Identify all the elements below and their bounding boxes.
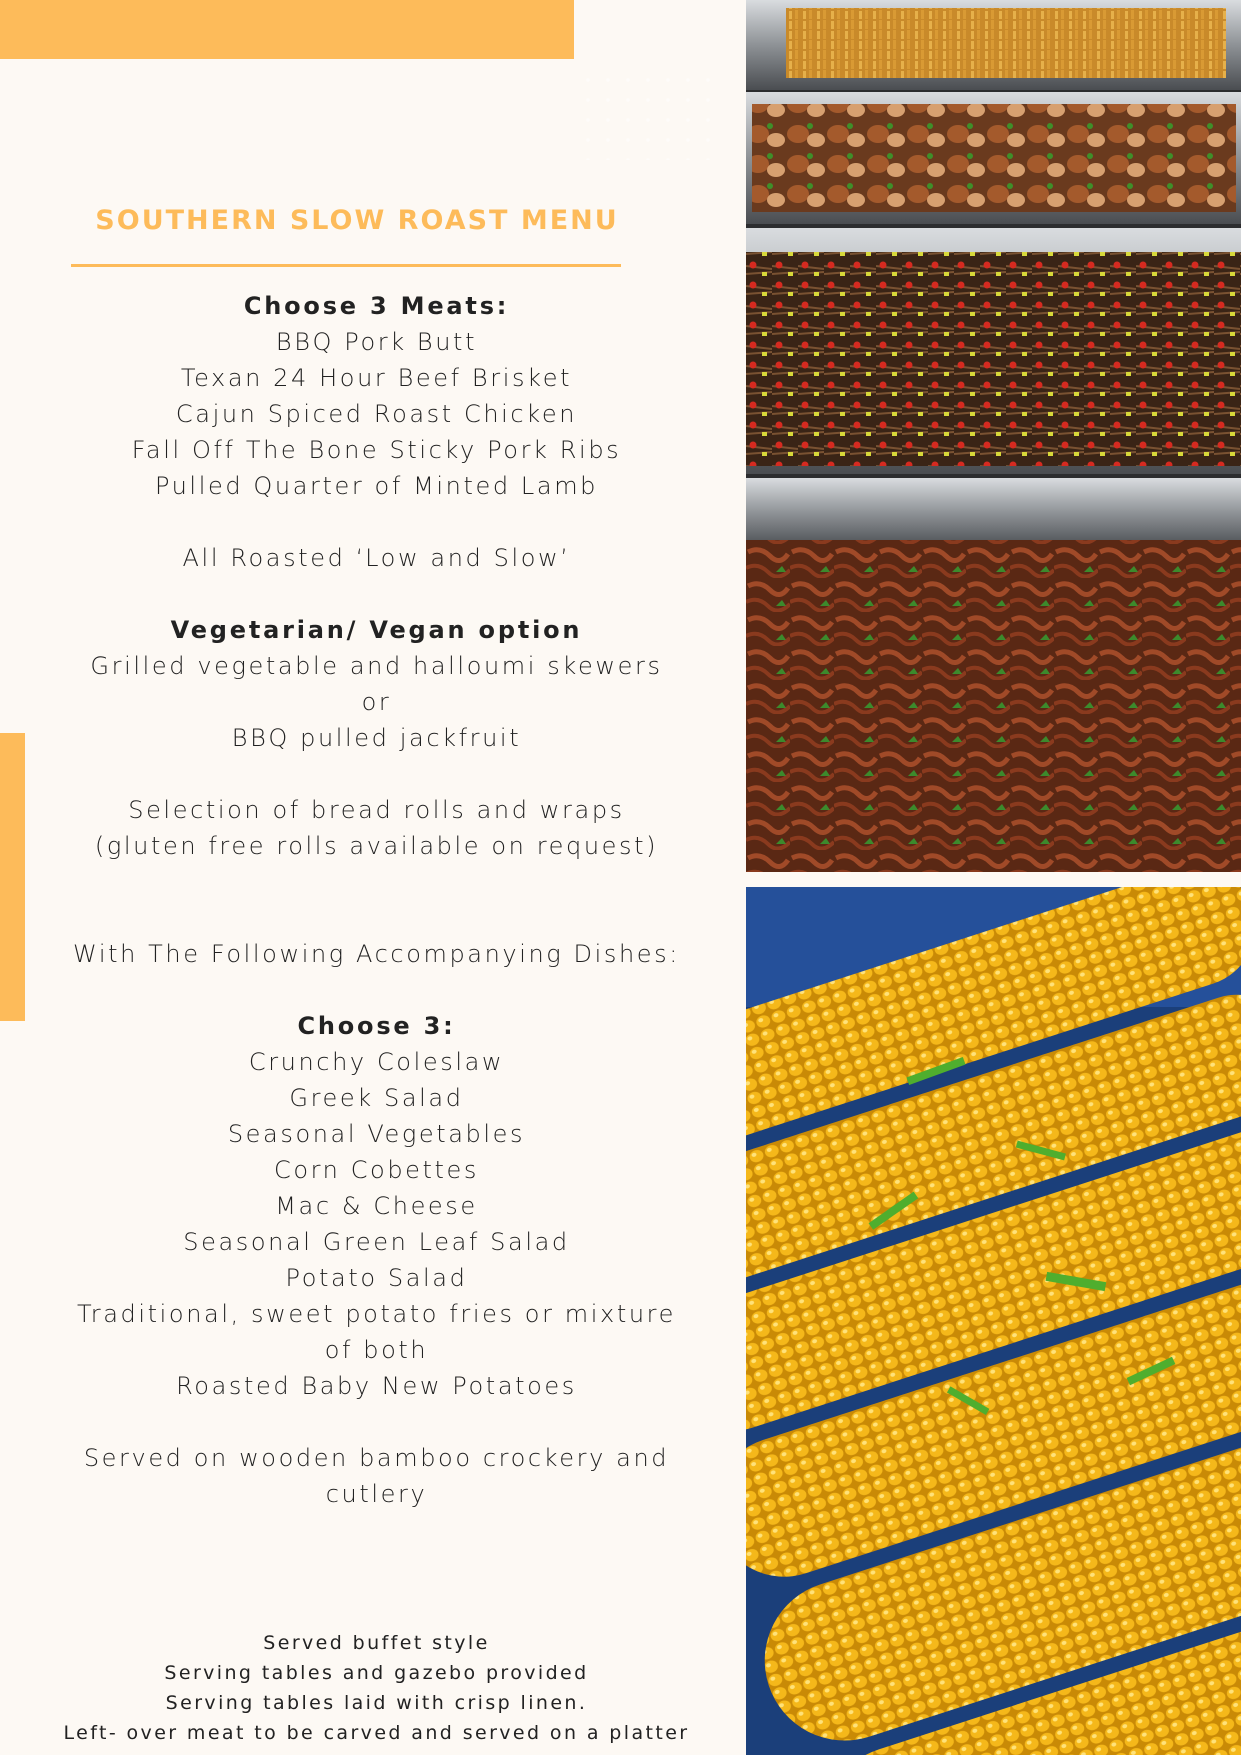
- side-item: Seasonal Vegetables: [227, 1120, 526, 1148]
- food-trays-photo: [746, 0, 1241, 872]
- side-item: Crunchy Coleslaw: [248, 1048, 505, 1076]
- spacer: [55, 504, 698, 540]
- title-divider: [71, 264, 621, 267]
- spacer: [55, 864, 698, 936]
- accompaniments-intro: With The Following Accompanying Dishes:: [73, 940, 680, 968]
- spacer: [55, 972, 698, 1008]
- footer-notes: [55, 1628, 698, 1748]
- side-item: Traditional, sweet potato fries or mixture: [77, 1300, 676, 1328]
- side-item: Roasted Baby New Potatoes: [176, 1372, 577, 1400]
- sides-heading: Choose 3:: [297, 1012, 456, 1040]
- crockery-line: cutlery: [325, 1480, 428, 1508]
- food-trays-image: [746, 0, 1241, 872]
- top-accent-bar: [0, 0, 574, 59]
- decorative-dot-grid: [578, 70, 718, 160]
- crockery-line: Served on wooden bamboo crockery and: [83, 1444, 670, 1472]
- meat-item: Texan 24 Hour Beef Brisket: [180, 364, 573, 392]
- bread-line: (gluten free rolls available on request): [94, 832, 659, 860]
- side-item: Seasonal Green Leaf Salad: [183, 1228, 570, 1256]
- veg-or: or: [361, 688, 392, 716]
- veg-option: Grilled vegetable and halloumi skewers: [90, 652, 663, 680]
- meat-item: Pulled Quarter of Minted Lamb: [154, 472, 599, 500]
- footer-line: Serving tables and gazebo provided: [164, 1662, 589, 1684]
- veg-heading: Vegetarian/ Vegan option: [170, 616, 583, 644]
- spacer: [55, 1404, 698, 1440]
- corn-cobs-photo: [746, 887, 1241, 1755]
- photo-column: [746, 0, 1241, 1755]
- meats-heading: Choose 3 Meats:: [243, 292, 510, 320]
- footer-line: Serving tables laid with crisp linen.: [165, 1692, 588, 1714]
- veg-option: BBQ pulled jackfruit: [231, 724, 522, 752]
- side-item: Potato Salad: [285, 1264, 468, 1292]
- footer-line: Left- over meat to be carved and served on a platter: [63, 1722, 690, 1744]
- corn-cobs-image: [746, 887, 1241, 1755]
- roast-note: All Roasted ‘Low and Slow’: [182, 544, 571, 572]
- bread-line: Selection of bread rolls and wraps: [128, 796, 625, 824]
- side-accent-bar: [0, 733, 25, 1021]
- side-item: of both: [324, 1336, 429, 1364]
- menu-body: [55, 288, 698, 1512]
- menu-title: SOUTHERN SLOW ROAST MENU: [95, 205, 619, 236]
- spacer: [55, 756, 698, 792]
- side-item: Mac & Cheese: [275, 1192, 478, 1220]
- side-item: Corn Cobettes: [273, 1156, 480, 1184]
- footer-line: Served buffet style: [263, 1632, 490, 1654]
- spacer: [55, 576, 698, 612]
- meat-item: Cajun Spiced Roast Chicken: [175, 400, 578, 428]
- meat-item: BBQ Pork Butt: [275, 328, 478, 356]
- side-item: Greek Salad: [289, 1084, 464, 1112]
- meat-item: Fall Off The Bone Sticky Pork Ribs: [131, 436, 622, 464]
